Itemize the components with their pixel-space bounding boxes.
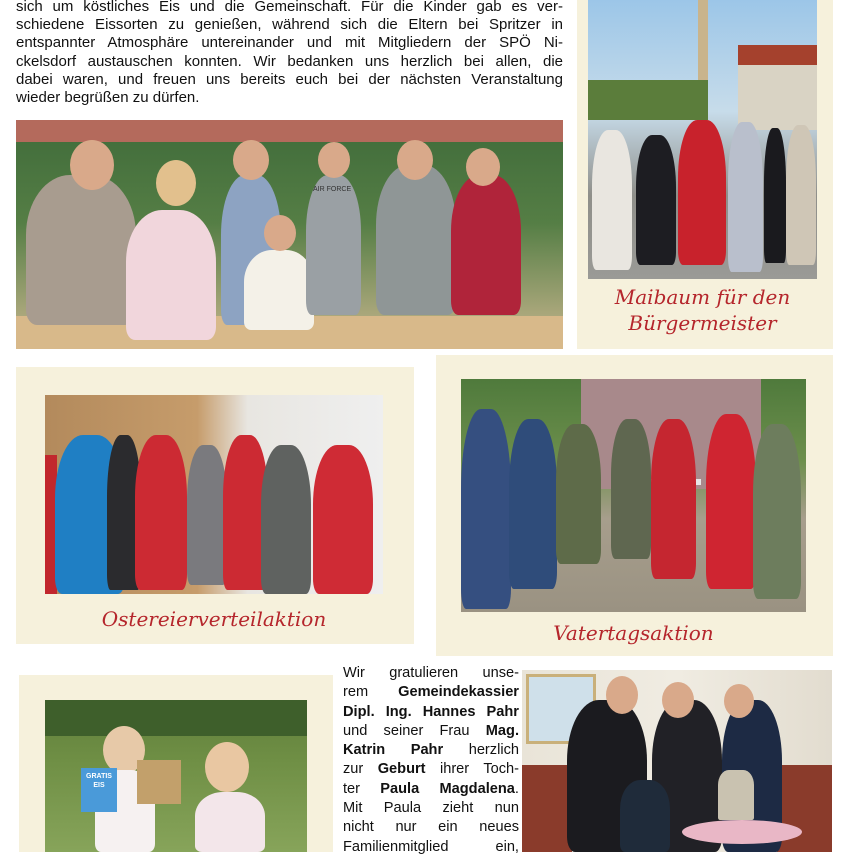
congrats-bold-run: Mag. bbox=[485, 722, 519, 739]
leaflet-text: GRATIS EIS bbox=[86, 773, 112, 789]
congrats-line bbox=[343, 703, 519, 722]
congrats-text-run: zur bbox=[343, 761, 378, 778]
ostereier-caption: Ostereierverteilaktion bbox=[101, 607, 327, 631]
congrats-bold-run: Katrin Pahr bbox=[343, 742, 444, 759]
congrats-line bbox=[343, 760, 519, 779]
congrats-line bbox=[343, 838, 519, 857]
person bbox=[620, 780, 670, 852]
congrats-text-run: ter bbox=[343, 780, 381, 797]
congrats-line bbox=[343, 664, 519, 683]
gratis-eis-leaflet bbox=[81, 768, 117, 812]
congrats-line bbox=[343, 722, 519, 741]
congrats-bold-run: Geburt bbox=[377, 761, 426, 778]
article-line: entspannter Atmosphäre untereinander und mit Mitgliedern der SPÖ Ni- bbox=[16, 34, 563, 52]
congrats-text-run: Wir gratulieren unse- bbox=[343, 665, 519, 681]
person bbox=[636, 135, 676, 265]
person bbox=[651, 419, 696, 579]
congrats-line bbox=[343, 780, 519, 799]
person bbox=[706, 414, 756, 589]
congrats-line bbox=[343, 683, 519, 702]
maibaum-caption-line2: Bürgermeister bbox=[628, 311, 777, 335]
kids-icecream-photo bbox=[45, 700, 307, 852]
congrats-text-run: Familienmitglied ein, bbox=[343, 838, 519, 855]
congrats-text-run: ihrer Toch- bbox=[425, 761, 520, 778]
article-text bbox=[16, 0, 563, 107]
congrats-line bbox=[343, 799, 519, 818]
congrats-text-run: herzlich bbox=[443, 742, 519, 759]
congrats-text-run: . bbox=[514, 780, 519, 797]
person bbox=[461, 409, 511, 609]
person bbox=[376, 165, 456, 315]
person bbox=[187, 445, 227, 585]
person bbox=[306, 175, 361, 315]
congrats-line bbox=[343, 818, 519, 837]
article-line: dabei waren, und freuen uns bereits euch bei der nächsten Veranstaltung bbox=[16, 70, 563, 88]
eisfest-group-photo bbox=[16, 120, 563, 349]
maibaum-caption-line1: Maibaum für den bbox=[614, 285, 791, 309]
person bbox=[509, 419, 557, 589]
article-line: ckelsdorf austauschen konnten. Wir bedanken uns herzlich bei allen, die bbox=[16, 52, 563, 70]
person-head bbox=[264, 215, 296, 251]
hedge bbox=[45, 700, 307, 736]
person-head bbox=[397, 140, 433, 180]
vatertag-caption: Vatertagsaktion bbox=[553, 621, 714, 645]
person bbox=[753, 424, 801, 599]
congrats-line bbox=[343, 741, 519, 760]
person bbox=[313, 445, 373, 594]
flower-wreath bbox=[682, 820, 802, 844]
article-line: schiedene Eissorten zu genießen, während sich die Eltern bei Spritzer in bbox=[16, 16, 563, 34]
house bbox=[738, 60, 817, 130]
tshirt-print: AIR FORCE bbox=[313, 186, 352, 193]
congrats-bold-run: Dipl. Ing. Hannes Pahr bbox=[343, 703, 519, 720]
person-head bbox=[156, 160, 196, 206]
maibaum-photo bbox=[588, 0, 817, 279]
person-head bbox=[724, 684, 754, 718]
person bbox=[451, 175, 521, 315]
maibaum-caption bbox=[588, 284, 817, 336]
tent-roof bbox=[16, 120, 563, 142]
person bbox=[244, 250, 314, 330]
person bbox=[678, 120, 726, 265]
congrats-bold-run: Gemeindekassier bbox=[398, 684, 519, 701]
pew bbox=[522, 765, 572, 852]
person-head bbox=[318, 142, 350, 178]
congrats-bold-run: Paula Magdalena bbox=[380, 780, 515, 797]
person bbox=[135, 435, 187, 590]
person bbox=[126, 210, 216, 340]
ostereier-photo bbox=[45, 395, 383, 594]
person bbox=[728, 122, 763, 272]
person-head bbox=[662, 682, 694, 718]
person bbox=[611, 419, 651, 559]
person bbox=[786, 125, 816, 265]
house-roof bbox=[738, 45, 817, 65]
trees bbox=[588, 80, 708, 120]
congrats-text-run: rem bbox=[343, 684, 399, 701]
person bbox=[592, 130, 632, 270]
baptism-photo bbox=[522, 670, 832, 852]
article-line: sich um köstliches Eis und die Gemeinschaft. Für die Kinder gab es ver- bbox=[16, 0, 563, 15]
person bbox=[261, 445, 311, 594]
baptismal-font bbox=[718, 770, 754, 820]
person bbox=[556, 424, 601, 564]
person-head bbox=[233, 140, 269, 180]
person-head bbox=[466, 148, 500, 186]
congrats-text bbox=[343, 664, 519, 857]
person-head bbox=[606, 676, 638, 714]
congrats-text-run: Mit Paula zieht nun bbox=[343, 800, 519, 817]
vatertag-photo bbox=[461, 379, 806, 612]
person bbox=[195, 792, 265, 852]
person-head bbox=[70, 140, 114, 190]
congrats-text-run: und seiner Frau bbox=[343, 722, 486, 739]
person bbox=[26, 175, 136, 325]
painted-board bbox=[137, 760, 181, 804]
person bbox=[764, 128, 786, 263]
congrats-text-run: nicht nur ein neues bbox=[343, 819, 519, 836]
person-head bbox=[205, 742, 249, 792]
article-line: wieder begrüßen zu dürfen. bbox=[16, 89, 200, 107]
